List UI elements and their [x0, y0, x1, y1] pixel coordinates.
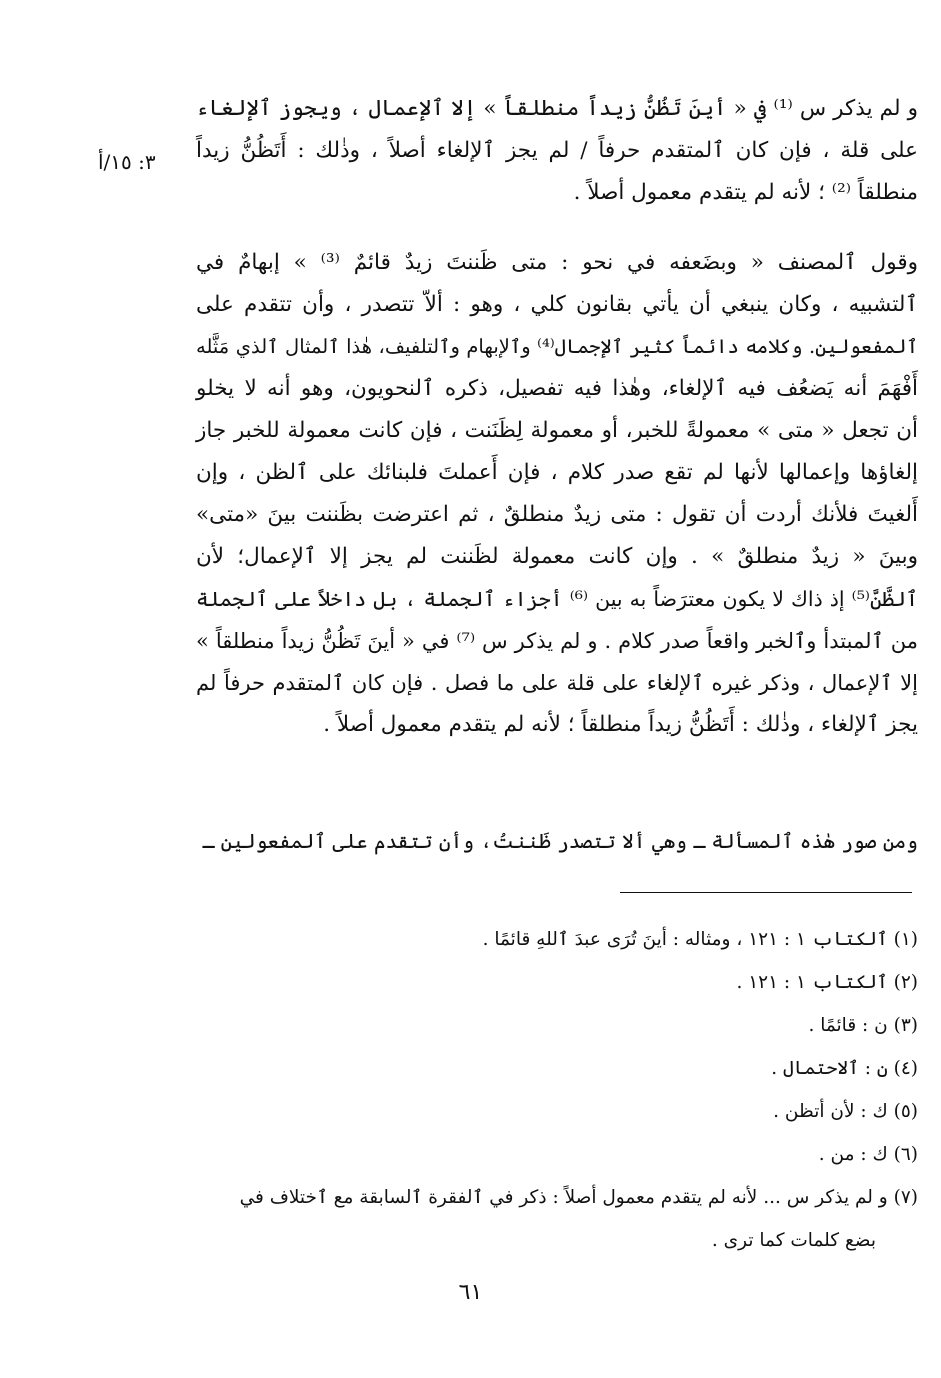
paragraph-2	[196, 242, 918, 746]
footnotes	[196, 918, 918, 1262]
text-line: على قلة ، فإن كان ٱلمتقدم حرفاً / لم يجز ٱلإلغاء أصلاً ، وذٰلك : أَتَظُنُّ زيداً	[196, 138, 918, 163]
text-line: و لم يذكر س ⁽¹⁾ في « أينَ تَظُنُّ زيداً منطلقاً » إلا ٱلإعمال ، ويجوز ٱلإلغاء	[196, 96, 918, 121]
footnote-6: (٦) ك : من .	[818, 1144, 918, 1165]
page-number: ٦١	[458, 1280, 483, 1305]
text-line: ومن صور هٰذه ٱلمسألة ـ وهي ألا تتصدر ظَننتُ، وأن تتقدم على ٱلمفعولين ـ	[202, 829, 918, 853]
text-line: ٱلظَّنَّ⁽⁵⁾ إذ ذاك لا يكون معترَضاً به بين ⁽⁶⁾ أجزاء ٱلجملة ، بل داخلاً على ٱلجملة	[196, 587, 918, 611]
footnote-5: (٥) ك : لأن أتظن .	[773, 1101, 918, 1122]
text-line: يجز ٱلإلغاء ، وذٰلك : أَتَظُنُّ زيداً منطلقاً ؛ لأنه لم يتقدم معمول أصلاً .	[323, 712, 918, 737]
paragraph-3	[196, 820, 918, 862]
footnote-1: (١) ٱلكتاب ١ : ١٢١ ، ومثاله : أينَ تُرَى عبدَ ٱللهِ قائمًا .	[482, 929, 918, 950]
footnote-4: (٤) ن : ٱلاحتمال .	[771, 1058, 918, 1079]
text-line: منطلقاً ⁽²⁾ ؛ لأنه لم يتقدم معمول أصلاً .	[573, 180, 918, 205]
footnote-3: (٣) ن : قائمًا .	[808, 1015, 918, 1036]
text-line: إلا ٱلإعمال ، وذكر غيره ٱلإلغاء على قلة على ما فصل . فإن كان ٱلمتقدم حرفاً لم	[196, 671, 918, 695]
footnote-2: (٢) ٱلكتاب ١ : ١٢١ .	[736, 972, 918, 993]
text-line: إلغاؤها وإعمالها لأنها لم تقع صدر كلام ، فإن أَعملتَ فلبنائك على ٱلظن ، وإن	[196, 460, 918, 485]
text-line: ٱلتشبيه ، وكان ينبغي أن يأتي بقانون كلي ، وهو : ألاّ تتصدر ، وأن تتقدم على	[196, 292, 918, 317]
text-line: من ٱلمبتدأ وٱلخبر واقعاً صدر كلام . و لم يذكر س ⁽⁷⁾ في « أينَ تَظُنُّ زيداً منطلقاً »	[196, 629, 918, 653]
text-line: أَلغيتَ فلأنك أردت أن تقول : متى زيدٌ منطلقٌ ، ثم اعترضت بظَننت بينَ «متى»	[196, 502, 918, 527]
text-line: أَفْهَمَ أنه يَضعُف فيه ٱلإلغاء، وهٰذا فيه تفصيل، ذكره ٱلنحويون، وهو أنه لا يخلو	[196, 376, 918, 401]
text-line: وقول ٱلمصنف « وبضَعفه في نحو : متى ظَننتَ زيدٌ قائمٌ ⁽³⁾ » إبهامٌ في	[196, 250, 918, 275]
text-line: وبينَ « زيدٌ منطلقٌ » . وإن كانت معمولة لظَننت لم يجز إلا ٱلإعمال؛ لأن	[196, 544, 918, 569]
text-line: أن تجعل « متى » معمولةً للخبر، أو معمولة لِظَنَنت ، فإن كانت معمولة للخبر جاز	[196, 418, 918, 443]
margin-reference: ٣: ١٥/أ	[98, 150, 156, 174]
footnote-7: (٧) و لم يذكر س ... لأنه لم يتقدم معمول أصلاً : ذكر في ٱلفقرة ٱلسابقة مع ٱختلاف في	[239, 1187, 918, 1208]
paragraph-1	[196, 88, 918, 214]
footnote-divider	[620, 892, 912, 893]
footnote-7-continuation: بضع كلمات كما ترى .	[711, 1230, 876, 1251]
text-line: ٱلمفعولين. وكلامه دائماً كثير ٱلإجمال⁽⁴⁾ وٱلإبهام وٱلتلفيف، هٰذا ٱلمثال ٱلذي مَثَّله	[196, 335, 918, 358]
